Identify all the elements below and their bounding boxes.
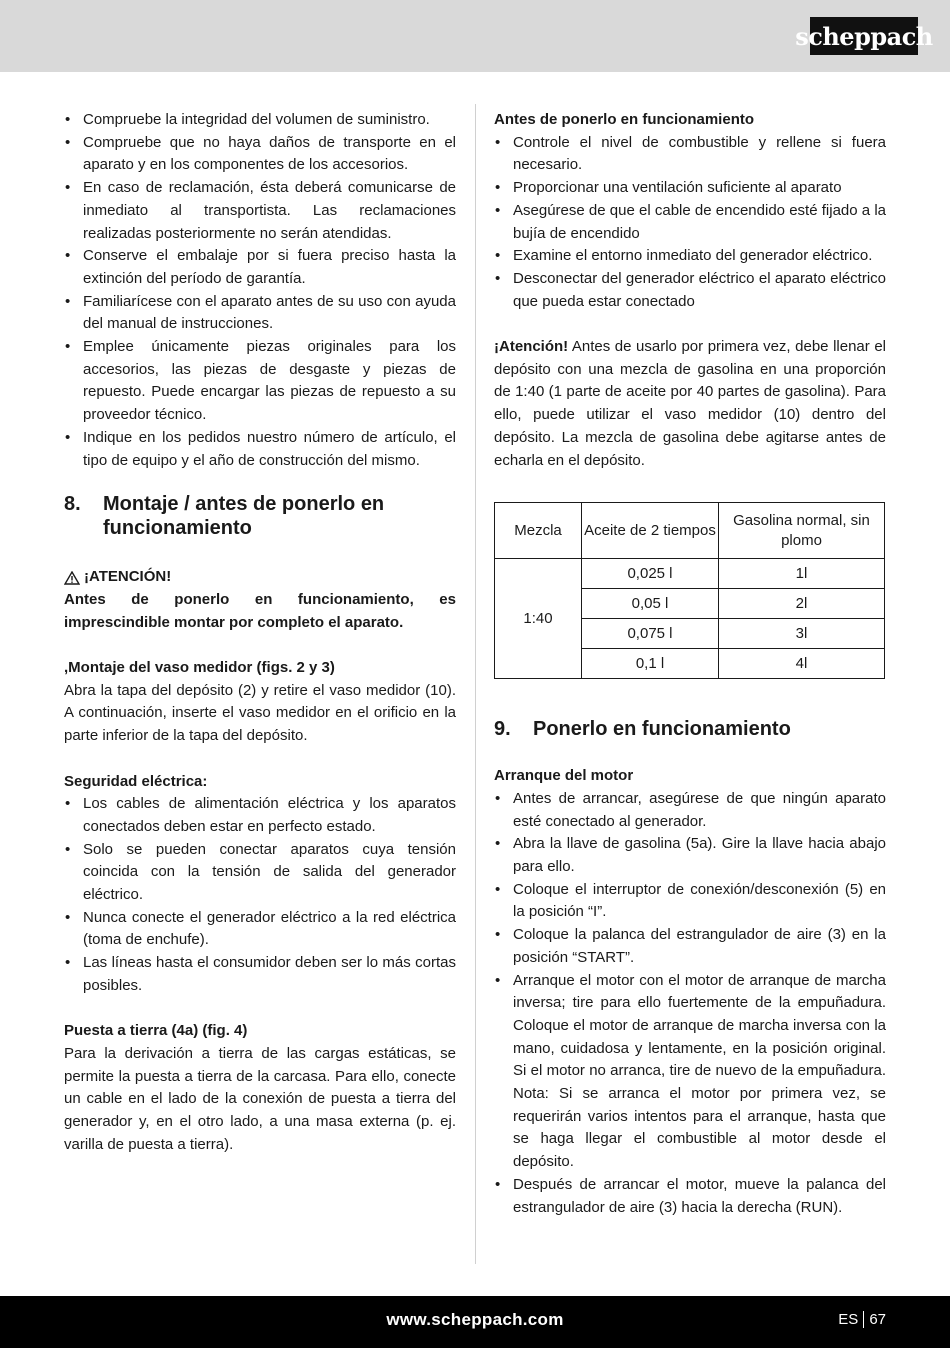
column-divider [475, 104, 476, 1264]
attention-label: ¡Atención! [494, 338, 569, 356]
oil-cell: 0,05 l [582, 589, 719, 619]
brand-logo: scheppach [810, 17, 918, 55]
measuring-cup-heading: ,Montaje del vaso medidor (figs. 2 y 3) [64, 659, 335, 677]
gasoline-cell: 4l [719, 649, 885, 679]
oil-cell: 0,025 l [582, 559, 719, 589]
oil-cell: 0,1 l [582, 649, 719, 679]
oil-cell: 0,075 l [582, 619, 719, 649]
list-item: • Controle el nivel de combustible y rellene si fuera necesario. [494, 132, 886, 177]
electrical-safety-heading: Seguridad eléctrica: [64, 772, 208, 790]
ratio-cell: 1:40 [495, 559, 582, 679]
list-item: • Antes de arrancar, asegúrese de que ningún aparato esté conectado al generador. [494, 788, 886, 833]
section-9-heading [494, 717, 886, 741]
list-item: • Abra la llave de gasolina (5a). Gire la llave hacia abajo para ello. [494, 833, 886, 878]
intro-list [64, 109, 456, 472]
warning-text: Antes de ponerlo en funcionamiento, es imprescindible montar por completo el aparato. [64, 590, 456, 631]
section-title: Ponerlo en funcionamiento [533, 718, 791, 741]
grounding-heading: Puesta a tierra (4a) (fig. 4) [64, 1022, 248, 1040]
gasoline-cell: 2l [719, 589, 885, 619]
list-item: • Solo se pueden conectar aparatos cuya tensión coincida con la tensión de salida del generador eléctrico. [64, 839, 456, 907]
engine-start-list [494, 788, 886, 1219]
measuring-cup-text: Abra la tapa del depósito (2) y retire el vaso medidor (10). A continuación, inserte el vaso medidor en el orificio en la parte inferior de la tapa del depósito. [64, 681, 456, 745]
list-item: • Los cables de alimentación eléctrica y los aparatos conectados deben estar en perfecto estado. [64, 793, 456, 838]
section-title: Montaje / antes de ponerlo en funcionamiento [103, 493, 385, 540]
warning-triangle-icon [64, 571, 80, 585]
list-item: • Coloque la palanca del estrangulador de aire (3) en la posición “START”. [494, 924, 886, 969]
electrical-safety-list [64, 793, 456, 997]
section-number: 9. [494, 718, 511, 741]
list-item: • Desconectar del generador eléctrico el aparato eléctrico que pueda estar conectado [494, 268, 886, 313]
grounding-text: Para la derivación a tierra de las cargas estáticas, se permite la puesta a tierra de la carcasa. Para ello, conecte un cable en el lado de la conexión de puesta a tierra del generador y, en el otro lado, a una masa externa (p. ej. varilla de puesta a tierra). [64, 1044, 456, 1153]
left-column [64, 109, 456, 1156]
gasoline-cell: 1l [719, 559, 885, 589]
warning-line [64, 566, 456, 589]
footer-band [0, 1296, 950, 1348]
website-link: www.scheppach.com [386, 1310, 564, 1329]
fuel-mix-table [494, 502, 885, 679]
list-item: • Arranque el motor con el motor de arranque de marcha inversa; tire para ello fuertemente de la empuñadura. Coloque el motor de arranque de marcha inversa con la mano, cuidadosa y lentamente, en la posición original. Si el motor no arranca, tire de nuevo de la empuñadura. Nota: Si se arranca el motor por primera vez, se requerirán varios intentos para el arranque, hasta que se haga llegar el combustible al motor desde el depósito. [494, 970, 886, 1174]
engine-start-heading: Arranque del motor [494, 767, 634, 785]
before-operation-list [494, 132, 886, 314]
list-item: • Compruebe la integridad del volumen de suministro. [64, 109, 456, 132]
list-item: • Asegúrese de que el cable de encendido esté fijado a la bujía de encendido [494, 200, 886, 245]
warning-label: ¡ATENCIÓN! [84, 568, 172, 586]
page-indicator [838, 1311, 886, 1328]
attention-text: Antes de usarlo por primera vez, debe llenar el depósito con una mezcla de gasolina en una proporción de 1:40 (1 parte de aceite por 40 partes de gasolina). Para ello, puede utilizar el vaso medidor (10) dentro del depósito. La mezcla de gasolina debe agitarse antes de echarla en el depósito. [494, 338, 886, 469]
list-item: • En caso de reclamación, ésta deberá comunicarse de inmediato al transportista. Las reclamaciones realizadas posteriormente no serán atendidas. [64, 177, 456, 245]
table-header-cell: Mezcla [495, 503, 582, 559]
separator [863, 1311, 864, 1328]
list-item: • Indique en los pedidos nuestro número de artículo, el tipo de equipo y el año de construcción del mismo. [64, 427, 456, 472]
list-item: • Compruebe que no haya daños de transporte en el aparato y en los componentes de los accesorios. [64, 132, 456, 177]
before-operation-heading: Antes de ponerlo en funcionamiento [494, 111, 755, 128]
list-item: • Emplee únicamente piezas originales para los accesorios, las piezas de desgaste y piezas de repuesto. Puede encargar las piezas de repuesto a su proveedor técnico. [64, 336, 456, 427]
list-item: • Conserve el embalaje por si fuera preciso hasta la extinción del período de garantía. [64, 245, 456, 290]
list-item: • Familiarícese con el aparato antes de su uso con ayuda del manual de instrucciones. [64, 291, 456, 336]
section-number: 8. [64, 493, 81, 516]
list-item: • Examine el entorno inmediato del generador eléctrico. [494, 245, 886, 268]
gasoline-cell: 3l [719, 619, 885, 649]
list-item: • Proporcionar una ventilación suficiente al aparato [494, 177, 886, 200]
list-item: • Nunca conecte el generador eléctrico a la red eléctrica (toma de enchufe). [64, 907, 456, 952]
table-row [495, 559, 885, 589]
language-code: ES [838, 1311, 859, 1328]
header-band [0, 0, 950, 72]
list-item: • Coloque el interruptor de conexión/desconexión (5) en la posición “I”. [494, 879, 886, 924]
right-column [494, 109, 886, 1219]
section-8-heading [64, 492, 456, 540]
table-header-cell: Aceite de 2 tiempos [582, 503, 719, 559]
list-item: • Las líneas hasta el consumidor deben ser lo más cortas posibles. [64, 952, 456, 997]
table-header-row [495, 503, 885, 559]
list-item: • Después de arrancar el motor, mueve la palanca del estrangulador de aire (3) hacia la derecha (RUN). [494, 1174, 886, 1219]
attention-paragraph [494, 336, 886, 472]
page-number: 67 [869, 1311, 886, 1328]
table-header-cell: Gasolina normal, sin plomo [719, 503, 885, 559]
